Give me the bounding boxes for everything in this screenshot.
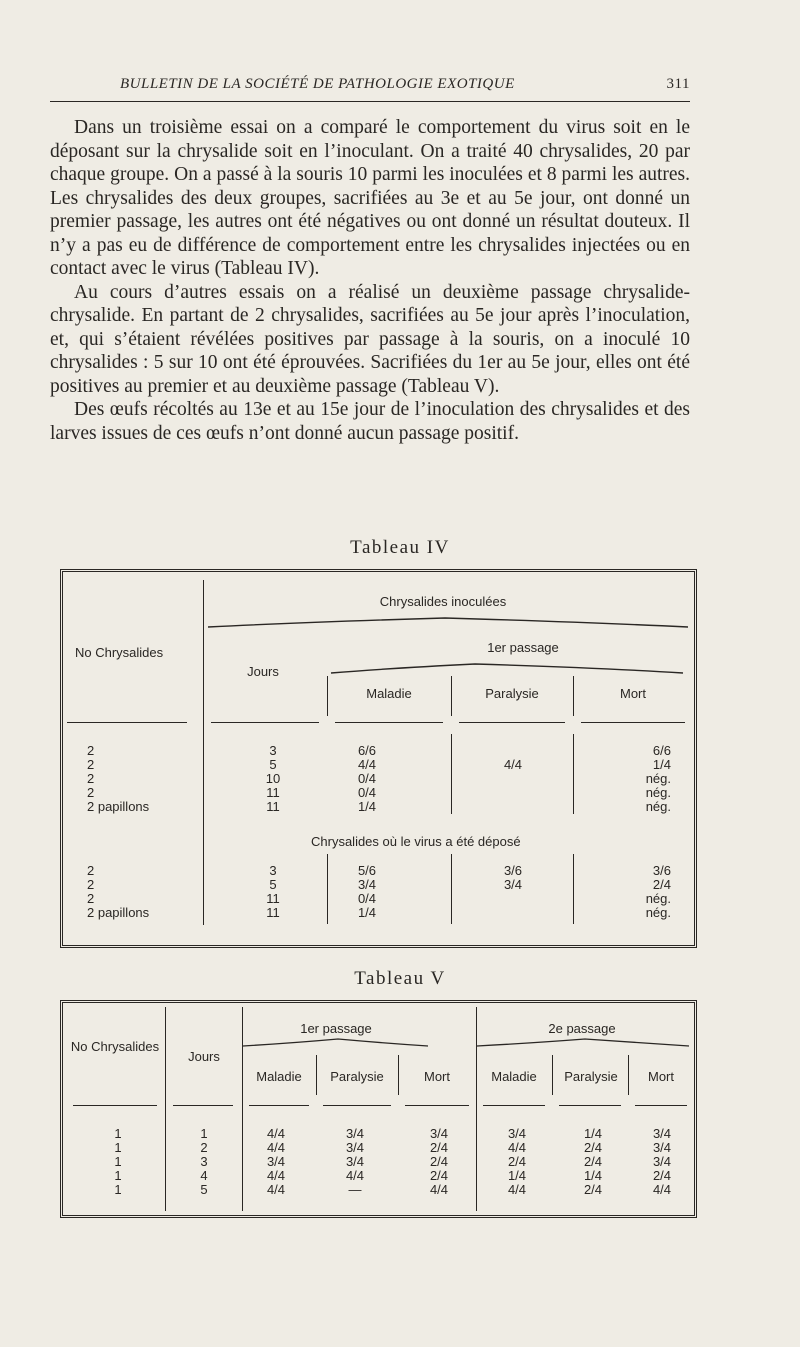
t5-p1-maladie: Maladie (256, 1069, 302, 1084)
t5-cell: 4/4 (345, 1168, 365, 1183)
t5-header-passage1: 1er passage (300, 1021, 372, 1036)
t4-cell: 11 (266, 905, 280, 920)
t5-cell: 2/4 (652, 1168, 672, 1183)
t4-vline-2a (327, 676, 328, 716)
t5-cell: 1 (114, 1168, 122, 1183)
t4-vline-2c (327, 854, 328, 924)
t5-header-passage2: 2e passage (548, 1021, 616, 1036)
t5-hline-7 (559, 1105, 621, 1106)
t4-cell: 11 (266, 799, 280, 814)
t4-cell: 2 papillons (87, 905, 150, 920)
t4-col-n (87, 744, 149, 814)
t5-cell: 3/4 (507, 1126, 527, 1141)
paragraph-1: Dans un troisième essai on a comparé le comportement du virus soit en le déposant sur la chrysalide soit en l’inoculant. On a traité 40 chrysalides, 20 par chaque groupe. On a passé à la souris 10 parmi les inoculées et 8 parmi les autres. Les chrysalides des deux groupes, sacrifiées au 3e et au 5e jour, ont donné un premier passage, les autres ont été négatives ou ont donné un résultat douteux. Il n’y a pas eu de différence de comportement entre les chrysalides injectées ou en contact avec le virus (Tableau IV). (50, 117, 690, 279)
t4-cell: 2 (87, 863, 95, 878)
t5-cell: 1/4 (583, 1168, 603, 1183)
t4-hline-4 (459, 722, 565, 723)
t4-cell: 11 (266, 785, 280, 800)
t5-cell: 2/4 (583, 1182, 603, 1197)
t5-header-jours: Jours (188, 1049, 220, 1064)
t5-cell: 4/4 (266, 1182, 286, 1197)
t4-cell: 3/6 (652, 863, 671, 878)
t5-col-jours (189, 1127, 219, 1197)
table4-title: Tableau IV (350, 537, 450, 558)
t4-cell: 5 (269, 757, 277, 772)
t4-cell: nég. (645, 799, 671, 814)
t5-cell: 3/4 (652, 1140, 672, 1155)
t4-cell (483, 892, 543, 906)
t5-cell: 4/4 (266, 1140, 286, 1155)
t4-cell: 2 (87, 877, 95, 892)
t4-cell: 6/6 (652, 743, 671, 758)
t4-vline-3b (451, 734, 452, 814)
t4-cell: nég. (645, 771, 671, 786)
t4-col-jours-2 (243, 864, 303, 920)
table5-title: Tableau V (354, 968, 446, 989)
t4-cell: 2 (87, 891, 95, 906)
t4-cell: 2/4 (652, 877, 671, 892)
t4-cell: 5 (269, 877, 277, 892)
t4-col-mort (603, 744, 671, 814)
t4-cell: 2 (87, 771, 95, 786)
t4-hline-1 (67, 722, 187, 723)
t4-header-jours: Jours (247, 664, 279, 679)
t4-vline-3a (451, 676, 452, 716)
t4-cell: nég. (645, 891, 671, 906)
t5-col-p1-mort (409, 1127, 469, 1197)
t4-cell: 1/4 (357, 799, 377, 814)
t5-col-p2-paralysie (563, 1127, 623, 1197)
t4-cell: 6/6 (357, 743, 377, 758)
t4-vline-4b (573, 734, 574, 814)
t4-hline-2 (211, 722, 319, 723)
t5-vline-7 (628, 1055, 629, 1095)
t5-cell: 4/4 (429, 1182, 449, 1197)
t4-cell: 3/6 (503, 863, 523, 878)
t5-vline-1 (165, 1007, 166, 1211)
t5-cell: 3/4 (345, 1154, 365, 1169)
t4-header-n: No Chrysalides (75, 645, 164, 660)
t5-hline-6 (483, 1105, 545, 1106)
t5-col-p2-mort (635, 1127, 689, 1197)
t5-cell: 4 (200, 1168, 208, 1183)
t5-vline-5 (398, 1055, 399, 1095)
paragraph-2: Au cours d’autres essais on a réalisé un deuxième passage chrysalide-chrysalide. En partant de 2 chrysalides, sacrifiées au 5e jour après l’inoculation, et, qui s’étaient révélées positives par passage à la souris, on a inoculé 10 chrysalides : 5 sur 10 ont été éprouvées. Sacrifiées du 1er au 5e jour, elles ont été positives au premier et au deuxième passage (Tableau V). (50, 281, 690, 397)
t5-cell: 1 (114, 1140, 122, 1155)
t4-col-maladie (337, 744, 397, 814)
t4-header-maladie: Maladie (366, 686, 412, 701)
t4-hline-3 (335, 722, 443, 723)
t5-cell: 2/4 (429, 1140, 449, 1155)
t5-p1-paralysie: Paralysie (330, 1069, 384, 1084)
t4-header-mort: Mort (620, 686, 646, 701)
t4-cell (483, 800, 543, 814)
t4-cell: 0/4 (357, 891, 377, 906)
t5-hline-5 (405, 1105, 469, 1106)
t4-col-jours (243, 744, 303, 814)
t5-cell: 1/4 (583, 1126, 603, 1141)
t4-cell: 10 (265, 771, 281, 786)
t4-header-passage: 1er passage (487, 640, 559, 655)
t4-cell: 11 (266, 891, 280, 906)
t4-vline-4a (573, 676, 574, 716)
t4-col-paralysie (483, 744, 543, 814)
t5-cell: 1 (200, 1126, 208, 1141)
t5-cell: 1 (114, 1182, 122, 1197)
t4-cell: 1/4 (652, 757, 671, 772)
t4-header-paralysie: Paralysie (485, 686, 539, 701)
t4-cell: 2 (87, 757, 95, 772)
t5-cell: 4/4 (652, 1182, 672, 1197)
t5-hline-1 (73, 1105, 157, 1106)
page-number: 311 (666, 76, 690, 92)
t5-cell: 2/4 (583, 1140, 603, 1155)
t5-hline-8 (635, 1105, 687, 1106)
t5-p2-paralysie: Paralysie (564, 1069, 618, 1084)
t4-cell (483, 906, 543, 920)
t5-cell: 5 (200, 1182, 208, 1197)
table4 (60, 569, 697, 948)
t5-cell: 3/4 (345, 1126, 365, 1141)
t4-cell: 3/4 (503, 877, 523, 892)
t4-cell: 3 (269, 863, 277, 878)
t4-vline-3c (451, 854, 452, 924)
t5-cell: 3/4 (266, 1154, 286, 1169)
t5-p1-mort: Mort (424, 1069, 450, 1084)
t4-section2-title: Chrysalides où le virus a été déposé (311, 834, 521, 849)
t4-cell (483, 786, 543, 800)
t4-cell: 3 (269, 743, 277, 758)
t5-cell: 2/4 (583, 1154, 603, 1169)
t5-col-p2-maladie (487, 1127, 547, 1197)
t5-vline-3 (476, 1007, 477, 1211)
t5-cell: 4/4 (266, 1168, 286, 1183)
t5-vline-4 (316, 1055, 317, 1095)
t5-cell: 2/4 (429, 1154, 449, 1169)
t4-cell (483, 772, 543, 786)
t5-cell: 2 (200, 1140, 208, 1155)
t4-cell: 1/4 (357, 905, 377, 920)
t5-p2-maladie: Maladie (491, 1069, 537, 1084)
t5-cell: 2/4 (507, 1154, 527, 1169)
t5-cell: 3/4 (345, 1140, 365, 1155)
t5-vline-6 (552, 1055, 553, 1095)
t4-vline-1 (203, 580, 204, 925)
t5-hline-3 (249, 1105, 309, 1106)
t5-p2-mort: Mort (648, 1069, 674, 1084)
t4-col-maladie-2 (337, 864, 397, 920)
t4-col-mort-2 (603, 864, 671, 920)
t4-hline-5 (581, 722, 685, 723)
t5-cell: — (348, 1182, 362, 1197)
t5-hline-4 (323, 1105, 391, 1106)
t5-cell: 4/4 (266, 1126, 286, 1141)
t4-cell: 2 papillons (87, 799, 150, 814)
t5-cell: 3/4 (429, 1126, 449, 1141)
t4-cell: 3/4 (357, 877, 377, 892)
table5 (60, 1000, 697, 1218)
body-text (50, 116, 690, 445)
t4-cell: 4/4 (503, 757, 523, 772)
t4-cell (483, 744, 543, 758)
t4-col-paralysie-2 (483, 864, 543, 920)
t4-group-header: Chrysalides inoculées (379, 594, 507, 609)
t4-cell: 0/4 (357, 771, 377, 786)
t4-cell: 2 (87, 785, 95, 800)
t5-cell: 2/4 (429, 1168, 449, 1183)
t5-cell: 1 (114, 1154, 122, 1169)
t5-hline-2 (173, 1105, 233, 1106)
journal-title: BULLETIN DE LA SOCIÉTÉ DE PATHOLOGIE EXOTIQUE (120, 76, 515, 92)
t5-header-n: No Chrysalides (70, 1039, 160, 1054)
t4-cell: 5/6 (357, 863, 377, 878)
t5-cell: 3/4 (652, 1126, 672, 1141)
t4-cell: nég. (645, 785, 671, 800)
t5-col-p1-maladie (251, 1127, 301, 1197)
t5-cell: 3/4 (652, 1154, 672, 1169)
t4-cell: nég. (645, 905, 671, 920)
t5-cell: 4/4 (507, 1140, 527, 1155)
t5-cell: 4/4 (507, 1182, 527, 1197)
t4-cell: 2 (87, 743, 95, 758)
t5-col-n (103, 1127, 133, 1197)
paragraph-3: Des œufs récoltés au 13e et au 15e jour de l’inoculation des chrysalides et des larves issues de ces œufs n’ont donné aucun passage positif. (50, 399, 690, 444)
t5-cell: 1 (114, 1126, 122, 1141)
t4-vline-4c (573, 854, 574, 924)
t5-cell: 3 (200, 1154, 208, 1169)
t4-cell: 4/4 (357, 757, 377, 772)
t4-col-n-2 (87, 864, 149, 920)
t4-cell: 0/4 (357, 785, 377, 800)
t5-vline-2 (242, 1007, 243, 1211)
header-rule (50, 101, 690, 102)
t5-cell: 1/4 (507, 1168, 527, 1183)
t5-col-p1-paralysie (325, 1127, 385, 1197)
